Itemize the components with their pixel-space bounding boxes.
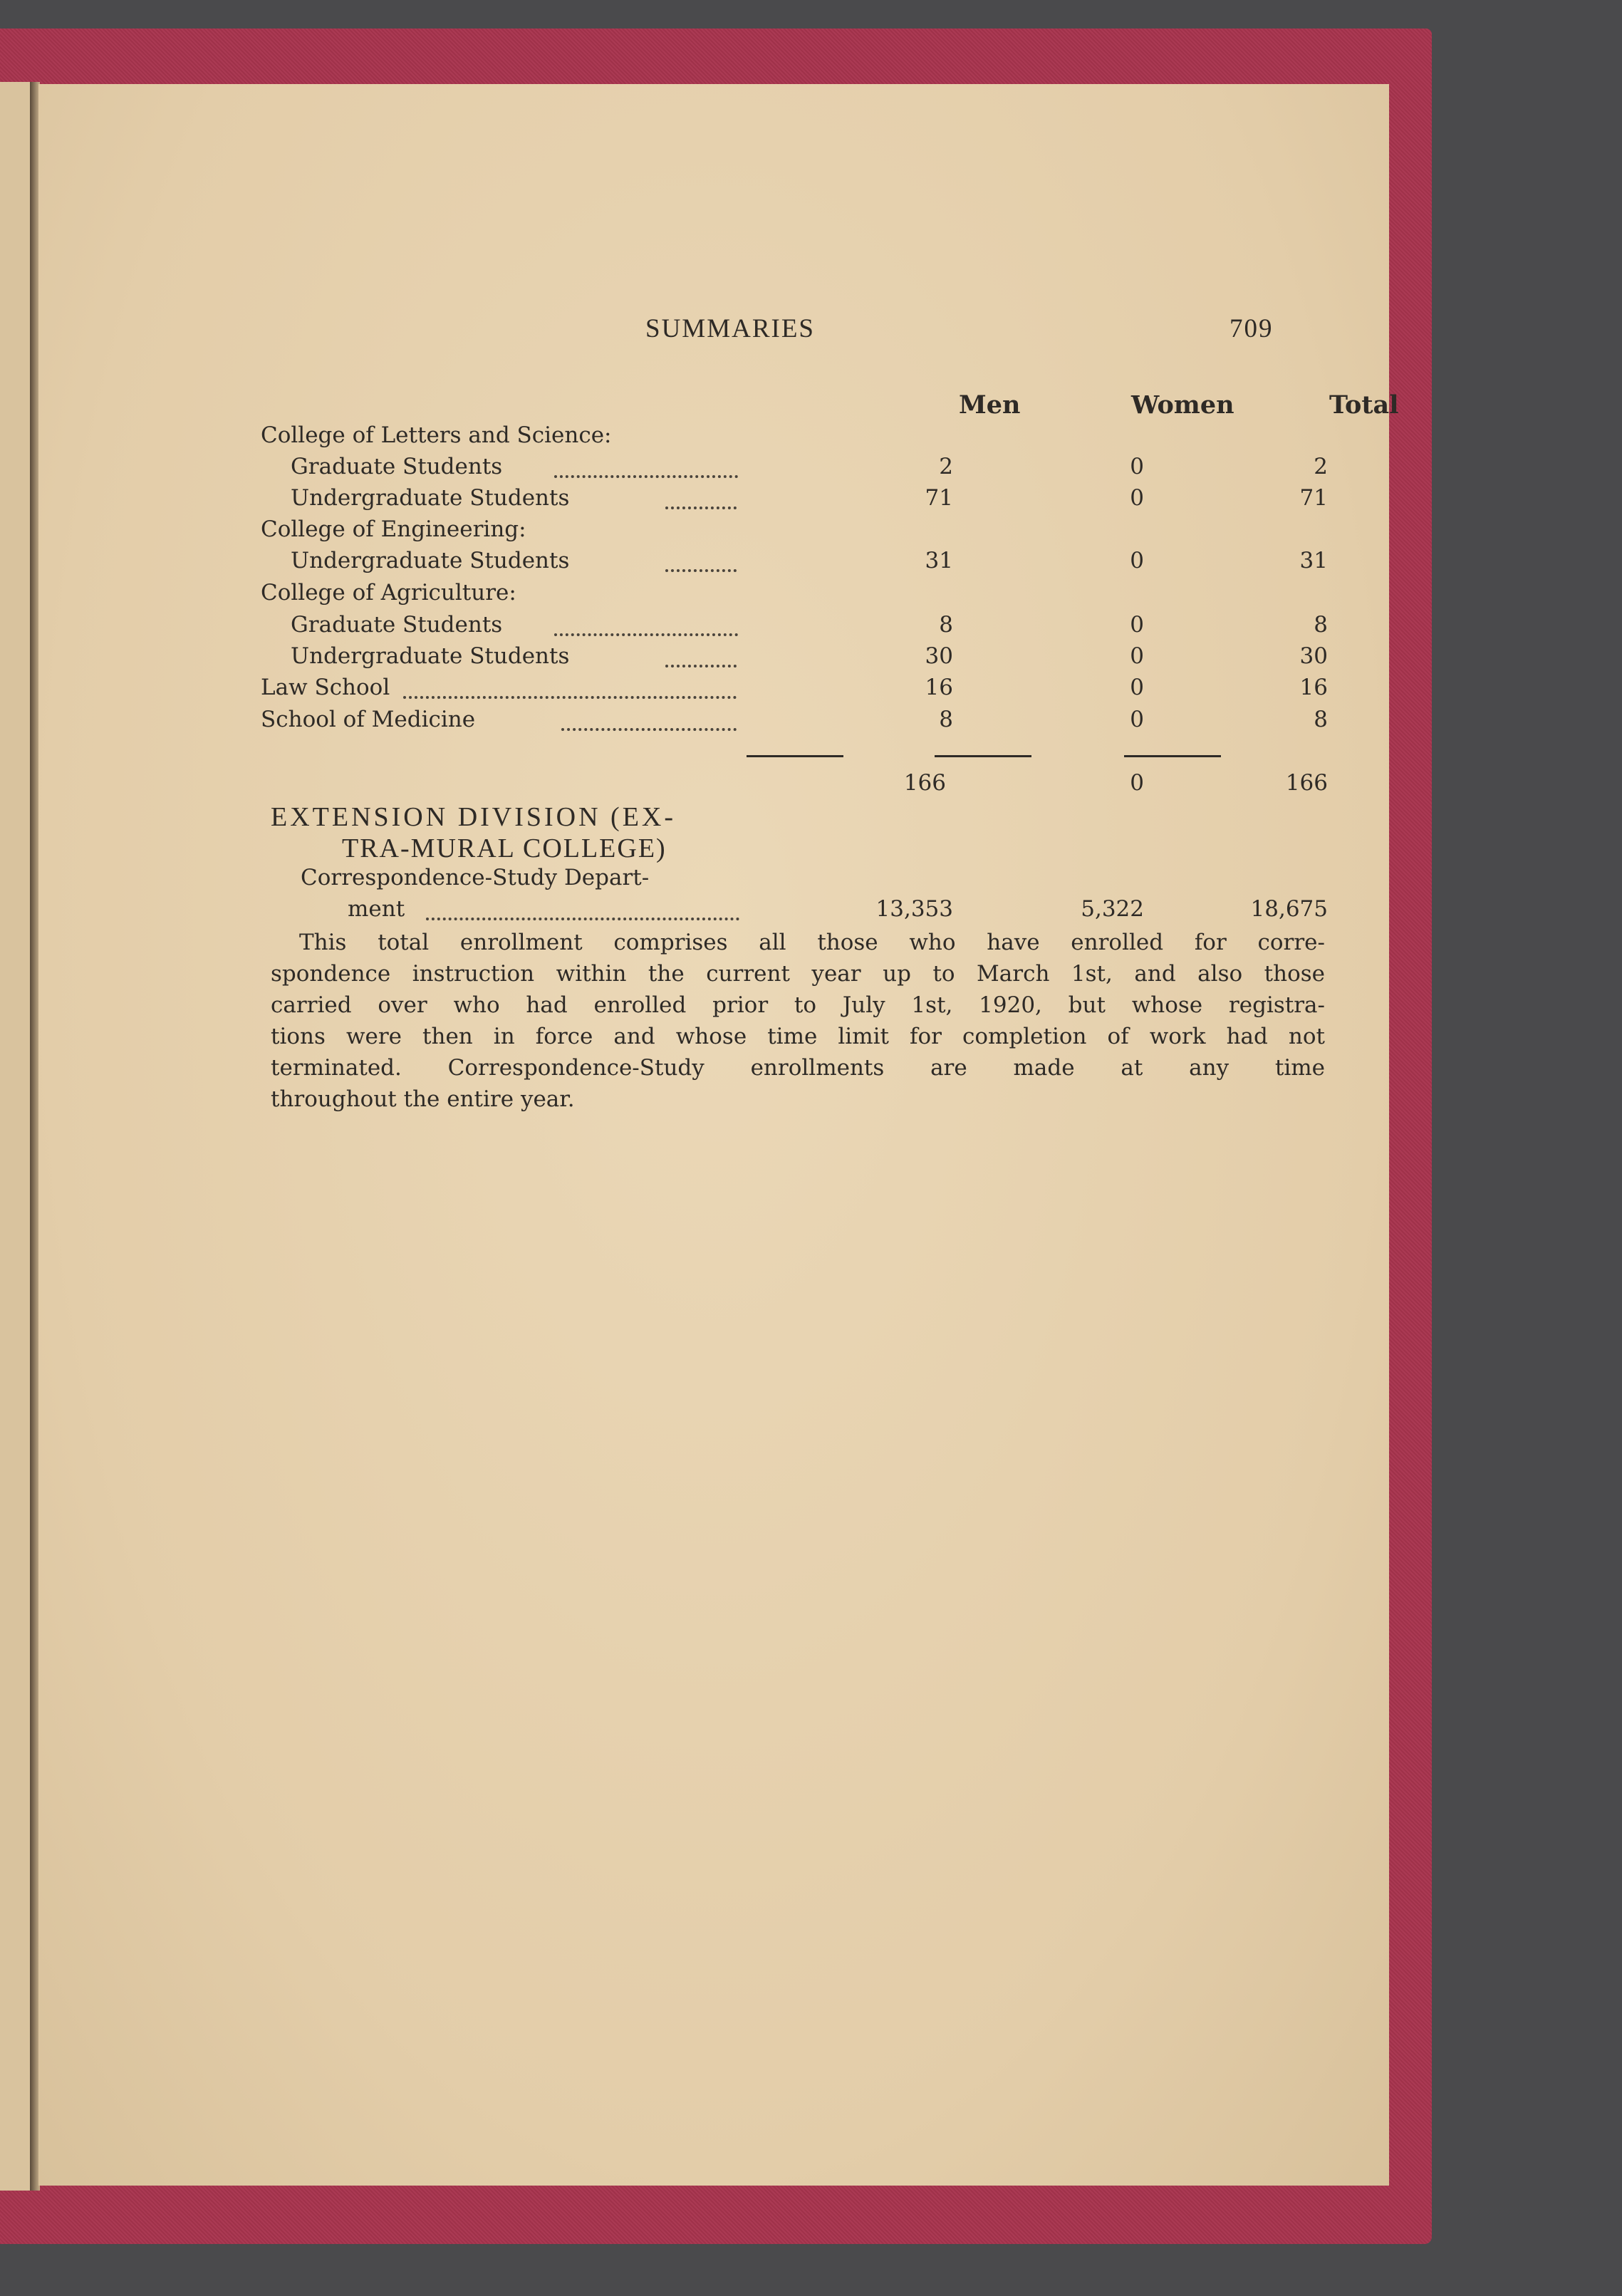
section-heading: College of Engineering: <box>261 516 526 542</box>
value-men: 8 <box>939 707 953 732</box>
running-head-title: SUMMARIES <box>645 314 815 343</box>
extension-value-women: 5,322 <box>1081 896 1144 922</box>
note-line: tions were then in force and whose time limit for completion of work had not <box>271 1024 1325 1049</box>
total-rule-men <box>747 755 843 757</box>
dot-leader <box>403 690 737 699</box>
note-line: terminated. Correspondence-Study enrollments are made at any time <box>271 1055 1325 1081</box>
value-women: 0 <box>1130 548 1144 573</box>
table-row <box>232 675 1372 706</box>
extension-label-row <box>232 865 1372 896</box>
value-total: 16 <box>1299 675 1328 700</box>
value-total: 71 <box>1299 485 1328 511</box>
dot-leader <box>665 501 737 509</box>
section-heading: College of Letters and Science: <box>261 422 612 448</box>
value-total: 31 <box>1299 548 1328 573</box>
value-men: 31 <box>925 548 953 573</box>
value-total: 8 <box>1314 707 1328 732</box>
summary-table <box>232 84 1399 1509</box>
column-header-women: Women <box>1131 390 1234 420</box>
book-page <box>38 84 1399 2186</box>
table-row <box>232 548 1372 579</box>
extension-row <box>232 896 1372 928</box>
row-label: Undergraduate Students <box>291 643 570 669</box>
dot-leader <box>561 722 737 731</box>
row-label: Graduate Students <box>291 612 503 638</box>
table-row <box>232 707 1372 738</box>
extension-label-line2: ment <box>348 896 405 922</box>
facing-page-edge <box>0 82 30 2191</box>
total-rule-total <box>1124 755 1221 757</box>
value-women: 0 <box>1130 454 1144 479</box>
value-women: 0 <box>1130 485 1144 511</box>
extension-heading-line2: TRA-MURAL COLLEGE) <box>342 833 667 863</box>
row-label: Undergraduate Students <box>291 548 570 573</box>
value-women: 0 <box>1130 612 1144 638</box>
section-heading: College of Agriculture: <box>261 580 516 606</box>
note-line: spondence instruction within the current year up to March 1st, and also those <box>271 961 1325 987</box>
value-men: 16 <box>925 675 953 700</box>
section-heading-row <box>232 422 1372 454</box>
note-line: throughout the entire year. <box>271 1086 575 1112</box>
page-number: 709 <box>1230 314 1274 343</box>
dot-leader <box>426 912 739 920</box>
value-men: 30 <box>925 643 953 669</box>
column-header-total: Total <box>1329 390 1399 420</box>
table-row <box>232 485 1372 516</box>
totals-row <box>232 770 1372 801</box>
total-total: 166 <box>1285 770 1328 796</box>
row-label: Graduate Students <box>291 454 503 479</box>
row-label: Law School <box>261 675 390 700</box>
value-men: 71 <box>925 485 953 511</box>
row-label: Undergraduate Students <box>291 485 570 511</box>
table-row <box>232 454 1372 485</box>
dot-leader <box>665 563 737 572</box>
explanatory-note <box>271 927 1325 1115</box>
section-heading-row <box>232 580 1372 611</box>
value-women: 0 <box>1130 675 1144 700</box>
table-row <box>232 612 1372 643</box>
total-rule-women <box>935 755 1031 757</box>
table-row <box>232 643 1372 675</box>
dot-leader <box>554 469 738 478</box>
extension-label-line1: Correspondence-Study Depart- <box>301 865 650 890</box>
total-women: 0 <box>1130 770 1144 796</box>
total-men: 166 <box>903 770 946 796</box>
extension-value-total: 18,675 <box>1250 896 1328 922</box>
extension-value-men: 13,353 <box>875 896 953 922</box>
row-label: School of Medicine <box>261 707 476 732</box>
extension-heading-line1: EXTENSION DIVISION (EX- <box>271 802 677 832</box>
section-heading-row <box>232 516 1372 548</box>
dot-leader <box>554 628 738 636</box>
value-women: 0 <box>1130 707 1144 732</box>
note-line: carried over who had enrolled prior to July 1st, 1920, but whose registra- <box>271 992 1325 1018</box>
value-total: 30 <box>1299 643 1328 669</box>
value-men: 2 <box>939 454 953 479</box>
dot-leader <box>665 659 737 667</box>
value-total: 2 <box>1314 454 1328 479</box>
note-line: This total enrollment comprises all those who have enrolled for corre- <box>299 930 1325 955</box>
value-men: 8 <box>939 612 953 638</box>
value-women: 0 <box>1130 643 1144 669</box>
column-header-men: Men <box>959 390 1021 420</box>
value-total: 8 <box>1314 612 1328 638</box>
